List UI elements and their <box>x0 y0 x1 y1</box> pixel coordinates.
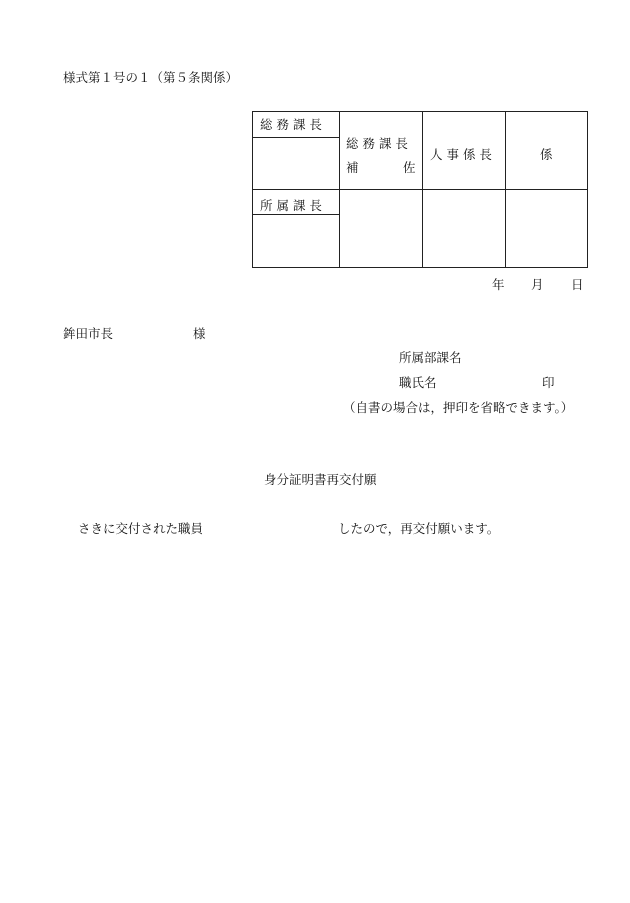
date-day-label: 日 <box>571 277 584 292</box>
label-kakari: 係 <box>540 147 553 162</box>
department-label: 所属部課名 <box>399 350 462 365</box>
label-jinji-kakaricho: 人 事 係 長 <box>430 147 492 162</box>
form-id: 様式第１号の１（第５条関係） <box>63 70 239 85</box>
label-soumu-kacho-hosa-line1: 総 務 課 長 <box>346 136 408 151</box>
document-title: 身分証明書再交付願 <box>264 472 377 487</box>
label-soumu-kacho-hosa-line2b: 佐 <box>403 160 416 175</box>
label-shozoku-kacho: 所 属 課 長 <box>260 198 322 213</box>
date-year-label: 年 <box>492 277 505 292</box>
addressee-name: 鉾田市長 <box>63 326 114 341</box>
name-label: 職氏名 <box>399 375 437 390</box>
table-divider <box>253 214 339 215</box>
label-soumu-kacho-hosa-line2a: 補 <box>346 160 359 175</box>
seal-note: （自書の場合は，押印を省略できます。） <box>343 400 574 415</box>
addressee-honorific: 様 <box>193 326 206 341</box>
body-text-part2: したので，再交付願います。 <box>338 521 500 536</box>
date-month-label: 月 <box>531 277 544 292</box>
body-text-part1: さきに交付された職員 <box>78 521 204 536</box>
table-divider <box>253 189 587 190</box>
seal-label: 印 <box>542 375 555 390</box>
table-divider <box>253 137 339 138</box>
label-soumu-kacho: 総 務 課 長 <box>260 117 322 132</box>
approval-stamp-table <box>252 111 588 268</box>
